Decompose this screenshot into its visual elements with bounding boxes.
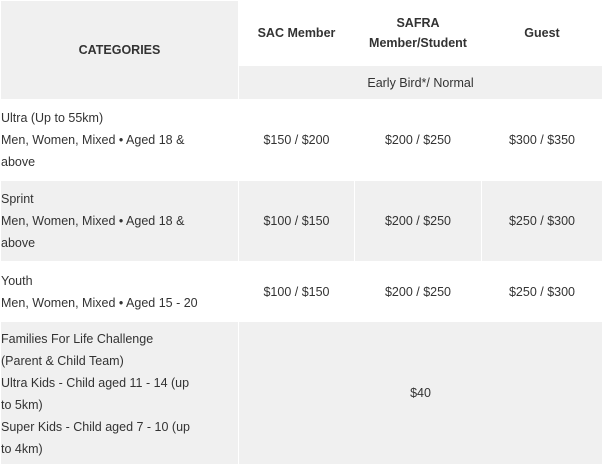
guest-price-cell: $250 / $300 (482, 181, 602, 262)
safra-price-cell: $200 / $250 (355, 181, 482, 262)
category-detail: Super Kids - Child aged 7 - 10 (up (1, 420, 190, 434)
sac-price-cell: $150 / $200 (239, 100, 355, 181)
category-name: Ultra (Up to 55km) (1, 111, 103, 125)
category-cell (1, 262, 239, 322)
category-cell (1, 100, 239, 181)
safra-header-line2: Member/Student (369, 36, 467, 50)
category-name: Youth (1, 274, 33, 288)
categories-header: CATEGORIES (1, 1, 239, 100)
table-row (1, 262, 602, 322)
category-detail: to 4km) (1, 442, 43, 456)
category-detail: Ultra Kids - Child aged 11 - 14 (up (1, 376, 189, 390)
guest-header: Guest (482, 1, 602, 66)
category-detail: (Parent & Child Team) (1, 354, 124, 368)
category-detail: to 5km) (1, 398, 43, 412)
table-row (1, 322, 602, 465)
category-detail: Men, Women, Mixed • Aged 18 & (1, 133, 184, 147)
category-detail: Men, Women, Mixed • Aged 15 - 20 (1, 296, 198, 310)
safra-member-student-header (355, 1, 482, 66)
sac-member-header: SAC Member (239, 1, 355, 66)
header-row (1, 1, 602, 66)
table-row (1, 100, 602, 181)
early-bird-normal-subheader: Early Bird*/ Normal (239, 66, 602, 100)
guest-price-cell: $300 / $350 (482, 100, 602, 181)
category-name: Sprint (1, 192, 34, 206)
family-price-cell: $40 (239, 322, 602, 465)
sac-price-cell: $100 / $150 (239, 181, 355, 262)
category-detail: above (1, 155, 35, 169)
category-detail: above (1, 236, 35, 250)
safra-price-cell: $200 / $250 (355, 100, 482, 181)
safra-header-line1: SAFRA (396, 16, 439, 30)
category-cell (1, 322, 239, 465)
safra-price-cell: $200 / $250 (355, 262, 482, 322)
category-cell (1, 181, 239, 262)
category-detail: Men, Women, Mixed • Aged 18 & (1, 214, 184, 228)
guest-price-cell: $250 / $300 (482, 262, 602, 322)
category-name: Families For Life Challenge (1, 332, 153, 346)
table-row (1, 181, 602, 262)
sac-price-cell: $100 / $150 (239, 262, 355, 322)
